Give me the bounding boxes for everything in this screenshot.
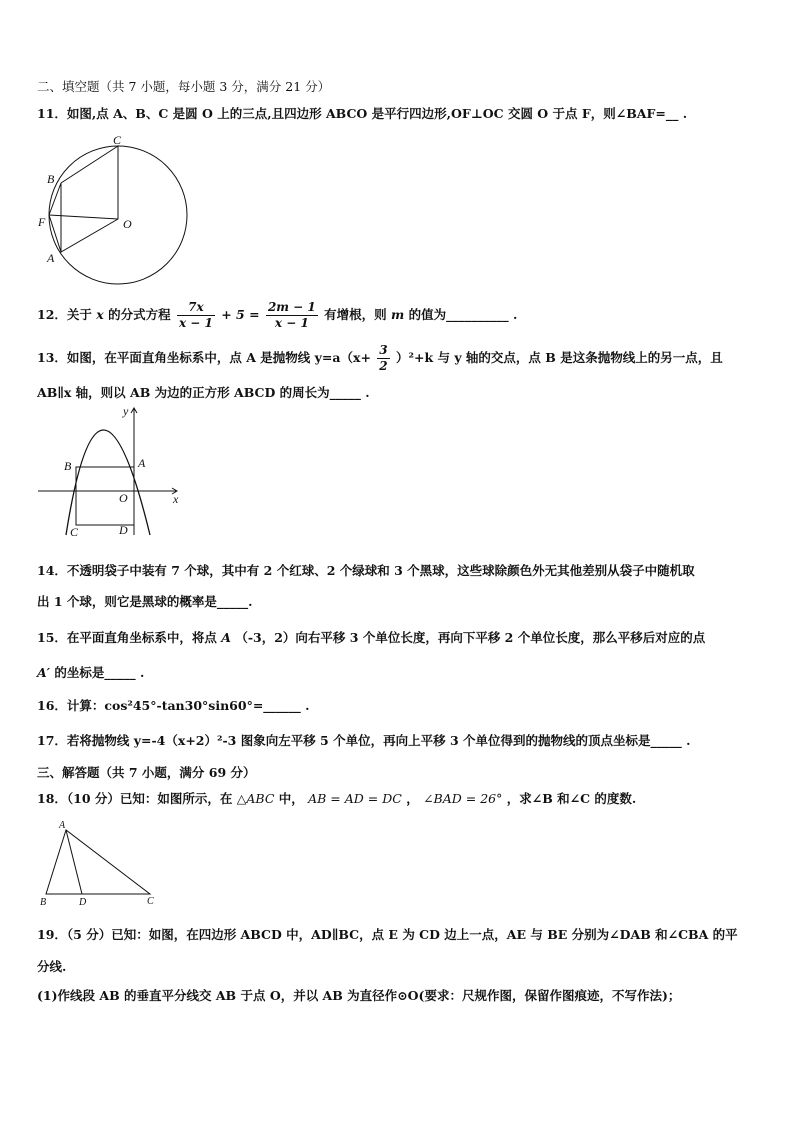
q13-frac-numerator: 3: [379, 343, 388, 357]
question-13-figure: [36, 405, 186, 541]
label-d: D: [79, 897, 87, 908]
question-11-figure: [30, 134, 190, 288]
question-18: [37, 790, 636, 808]
q18-suffix: ，求∠B 和∠C 的度数.: [506, 791, 637, 806]
q12-suffix: 的值为__________ .: [408, 307, 518, 322]
q12-frac1-denominator: x − 1: [178, 316, 213, 330]
q15-point-a: A: [221, 630, 231, 645]
segment-of: [49, 215, 118, 219]
label-d: D: [119, 523, 128, 537]
question-14-line-2: 出 1 个球，则它是黑球的概率是_____.: [37, 594, 253, 609]
segment-ad: [66, 830, 82, 894]
q13-fraction: [377, 343, 389, 374]
q15-line2-suffix: 的坐标是_____ .: [54, 665, 145, 680]
label-a: A: [138, 456, 146, 470]
question-12: [37, 296, 517, 334]
parabola: [66, 430, 150, 535]
q18-equation-1: AB = AD = DC: [308, 791, 402, 806]
q12-mid: 的分式方程: [108, 307, 171, 322]
triangle-abc: [46, 830, 150, 894]
label-x: x: [173, 492, 179, 506]
label-a: A: [47, 251, 55, 265]
question-18-figure: [38, 818, 164, 910]
question-15-line-2: [37, 664, 144, 682]
q15-line1-suffix: （-3，2）向右平移 3 个单位长度，再向下平移 2 个单位长度，那么平移后对应的点: [235, 630, 706, 645]
q18-equation-2: ∠BAD = 26°: [423, 791, 503, 806]
q13-line1-suffix: ）²+k 与 y 轴的交点，点 B 是这条抛物线上的另一点，且: [396, 350, 723, 365]
question-13-line-1: [37, 339, 723, 377]
label-f: F: [38, 215, 46, 229]
label-o: O: [123, 217, 132, 231]
label-y: y: [123, 405, 129, 418]
q15-point-a-prime: A′: [37, 665, 50, 680]
q12-fraction-2: [266, 300, 318, 331]
label-c: C: [113, 134, 122, 147]
q12-fraction-1: [177, 300, 215, 331]
q12-frac2-denominator: x − 1: [274, 316, 309, 330]
q18-mid: 中，: [278, 791, 304, 806]
q12-plus: + 5 =: [221, 307, 260, 322]
q12-frac1-numerator: 7x: [177, 300, 215, 316]
question-19-line-2: 分线.: [37, 959, 67, 974]
parallelogram-abco: [61, 146, 118, 252]
section-2-title: 二、填空题（共 7 小题，每小题 3 分，满分 21 分）: [37, 79, 331, 94]
q13-line1-prefix: 13．如图，在平面直角坐标系中，点 A 是抛物线 y=a（x+: [37, 350, 371, 365]
question-11-text: 11．如图,点 A、B、C 是圆 O 上的三点,且四边形 ABCO 是平行四边形,OF⊥OC 交圆 O 于点 F，则∠BAF=__ .: [37, 106, 688, 121]
q12-prefix: 12．关于: [37, 307, 92, 322]
label-o: O: [119, 491, 128, 505]
q13-frac-denominator: 2: [379, 359, 388, 373]
q12-var-m: m: [391, 307, 405, 322]
label-b: B: [40, 897, 47, 908]
question-13-line-2: AB∥x 轴，则以 AB 为边的正方形 ABCD 的周长为_____ .: [37, 385, 370, 400]
question-19-line-1: 19．（5 分）已知：如图，在四边形 ABCD 中，AD∥BC，点 E 为 CD 边上一点，AE 与 BE 分别为∠DAB 和∠CBA 的平: [37, 927, 738, 942]
q15-line1-prefix: 15．在平面直角坐标系中，将点: [37, 630, 217, 645]
q12-var-x: x: [96, 307, 104, 322]
question-14-line-1: 14．不透明袋子中装有 7 个球，其中有 2 个红球、2 个绿球和 3 个黑球，这些球除颜色外无其他差别从袋子中随机取: [37, 563, 695, 578]
q18-comma: ，: [406, 791, 419, 806]
q18-triangle: △ABC: [236, 791, 275, 806]
question-15-line-1: [37, 629, 705, 647]
label-b: B: [64, 459, 72, 473]
question-17-text: 17．若将抛物线 y=-4（x+2）²-3 图象向左平移 5 个单位，再向上平移 3 个单位得到的抛物线的顶点坐标是_____ .: [37, 733, 691, 748]
label-c: C: [147, 896, 154, 907]
section-3-title: 三、解答题（共 7 小题，满分 69 分）: [37, 765, 256, 780]
question-16-text: 16．计算：cos²45°-tan30°sin60°=______ .: [37, 698, 310, 713]
segment-af: [49, 215, 61, 252]
q18-prefix: 18．（10 分）已知：如图所示，在: [37, 791, 233, 806]
label-c: C: [70, 525, 79, 539]
q12-after: 有增根，则: [324, 307, 387, 322]
question-19-line-3: (1)作线段 AB 的垂直平分线交 AB 于点 O，并以 AB 为直径作⊙O(要求：尺规作图，保留作图痕迹，不写作法)；: [37, 988, 681, 1003]
q12-frac2-numerator: 2m − 1: [267, 300, 316, 314]
label-a: A: [59, 820, 66, 831]
label-b: B: [47, 172, 55, 186]
